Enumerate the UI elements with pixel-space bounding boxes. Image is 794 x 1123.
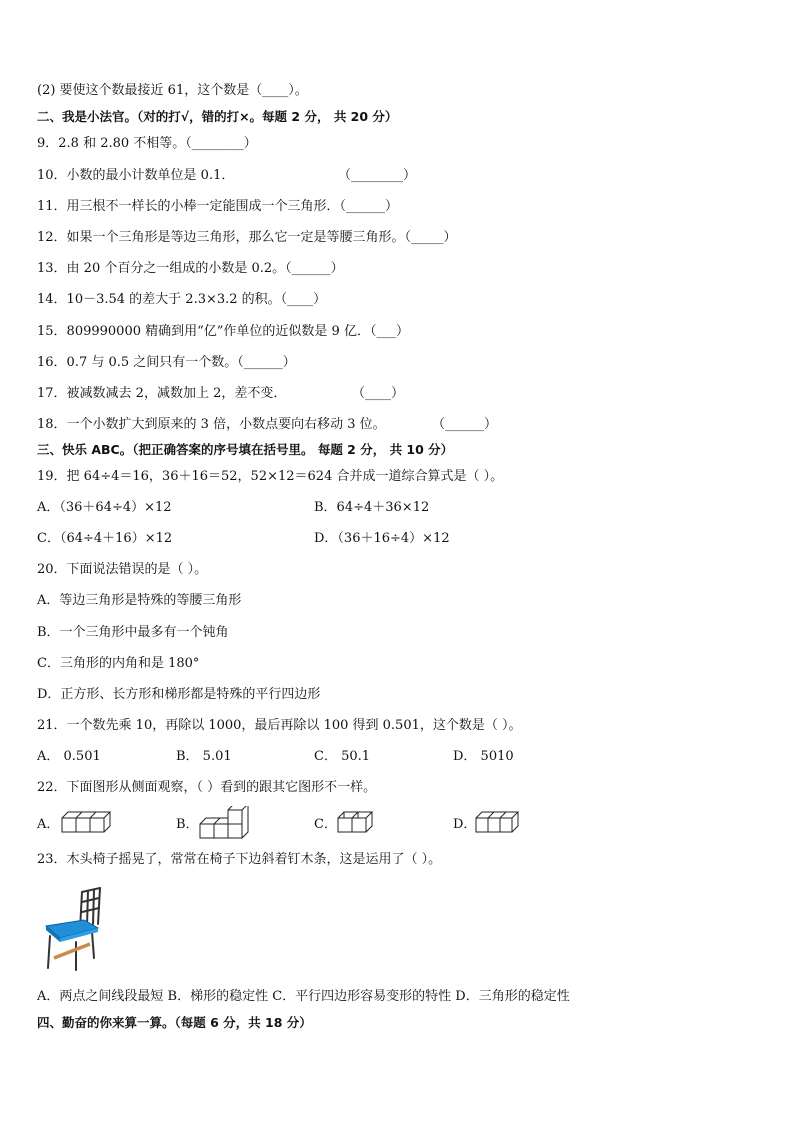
question-12: 12．如果一个三角形是等边三角形，那么它一定是等腰三角形。（_____）: [37, 230, 457, 245]
cube-figure-c: [336, 810, 380, 836]
option-19b: B．64÷4＋36×12: [314, 500, 430, 515]
section-heading-4: 四、勤奋的你来算一算。（每题 6 分，共 18 分）: [37, 1015, 312, 1030]
option-22c: C．: [314, 817, 337, 832]
answer-blank-17: （____）: [352, 386, 405, 401]
question-10: 10．小数的最小计数单位是 0.1．: [37, 168, 235, 183]
question-13: 13．由 20 个百分之一组成的小数是 0.2。（______）: [37, 261, 344, 276]
option-19c: C．（64÷4＋16）×12: [37, 531, 173, 546]
question-22: 22．下面图形从侧面观察，（ ）看到的跟其它图形不一样。: [37, 780, 377, 795]
option-21d: D． 5010: [453, 749, 514, 764]
option-22b: B．: [176, 817, 199, 832]
option-21c: C． 50.1: [314, 749, 371, 764]
option-20b: B．一个三角形中最多有一个钝角: [37, 625, 229, 640]
question-19: 19．把 64÷4＝16，36＋16＝52，52×12＝624 合并成一道综合算式是（ ）。: [37, 469, 504, 484]
option-21b: B． 5.01: [176, 749, 232, 764]
question-15: 15．809990000 精确到用“亿”作单位的近似数是 9 亿．（___）: [37, 324, 409, 339]
option-20d: D．正方形、长方形和梯形都是特殊的平行四边形: [37, 687, 321, 702]
option-19d: D．（36＋16÷4）×12: [314, 531, 450, 546]
cube-figure-b: [198, 806, 250, 840]
section-heading-2: 二、我是小法官。（对的打√，错的打×。每题 2 分， 共 20 分）: [37, 109, 398, 124]
option-20c: C．三角形的内角和是 180°: [37, 656, 200, 671]
question-line: (2) 要使这个数最接近 61，这个数是（____）。: [37, 83, 308, 98]
option-22a: A．: [37, 817, 60, 832]
question-16: 16．0.7 与 0.5 之间只有一个数。（______）: [37, 355, 296, 370]
cube-figure-a: [60, 810, 112, 836]
question-9: 9．2.8 和 2.80 不相等。（________）: [37, 136, 257, 151]
question-23-options: A．两点之间线段最短 B．梯形的稳定性 C．平行四边形容易变形的特性 D．三角形的稳定性: [37, 989, 570, 1004]
question-21: 21．一个数先乘 10，再除以 1000，最后再除以 100 得到 0.501，这个数是（ ）。: [37, 718, 522, 733]
question-18: 18．一个小数扩大到原来的 3 倍，小数点要向右移动 3 位。: [37, 417, 386, 432]
option-19a: A．（36＋64÷4）×12: [37, 500, 172, 515]
option-21a: A． 0.501: [37, 749, 101, 764]
question-17: 17．被减数减去 2，减数加上 2，差不变．: [37, 386, 287, 401]
option-22d: D．: [453, 817, 477, 832]
question-14: 14．10－3.54 的差大于 2.3×3.2 的积。（____）: [37, 292, 327, 307]
question-11: 11．用三根不一样长的小棒一定能围成一个三角形．（______）: [37, 199, 399, 214]
section-heading-3: 三、快乐 ABC。（把正确答案的序号填在括号里。 每题 2 分， 共 10 分）: [37, 442, 454, 457]
chair-image: [40, 886, 110, 972]
question-23: 23．木头椅子摇晃了，常常在椅子下边斜着钉木条，这是运用了（ ）。: [37, 852, 442, 867]
option-20a: A．等边三角形是特殊的等腰三角形: [37, 593, 242, 608]
answer-blank-10: （________）: [338, 168, 417, 183]
answer-blank-18: （______）: [432, 417, 498, 432]
cube-figure-d: [474, 810, 522, 836]
question-20: 20．下面说法错误的是（ ）。: [37, 562, 208, 577]
